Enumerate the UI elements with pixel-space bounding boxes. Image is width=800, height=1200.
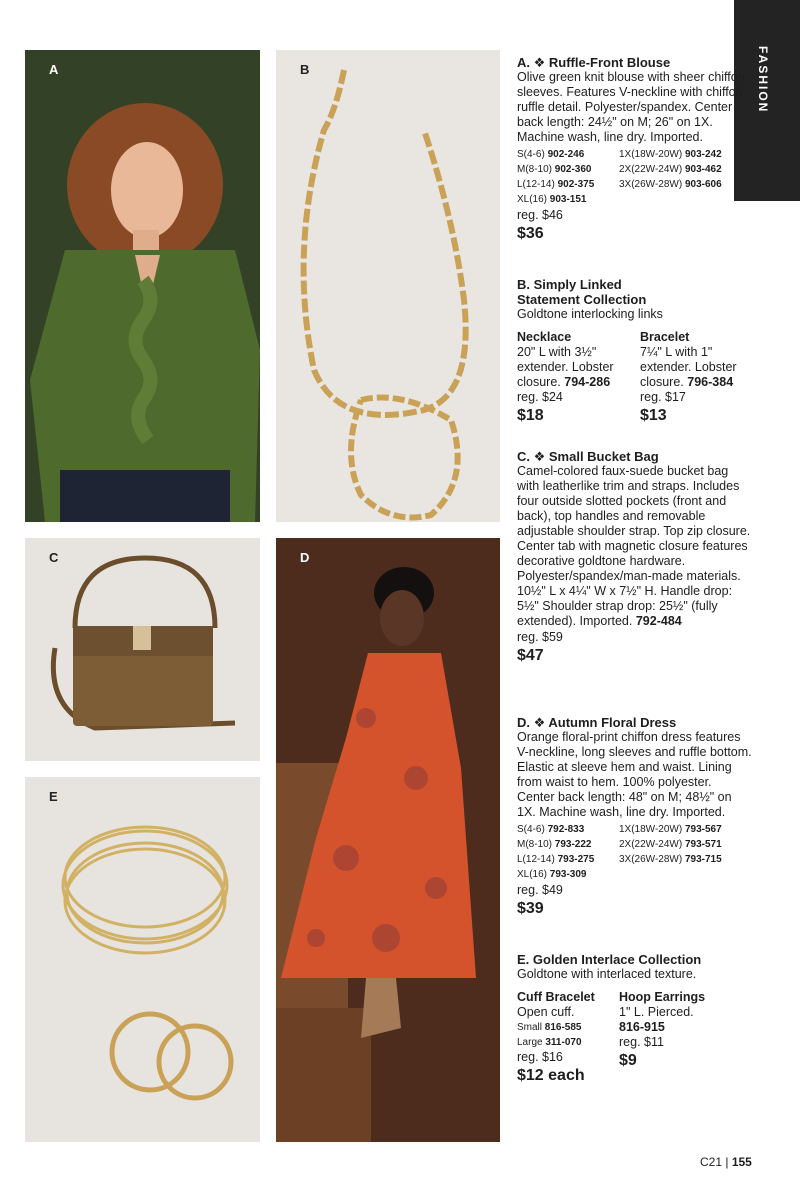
cuff-regular-price: reg. $16 [517, 1050, 563, 1064]
necklace-description: 20" L with 3½" extender. Lobster closure. [517, 345, 614, 389]
product-e-info [517, 952, 752, 1087]
product-a-description: Olive green knit blouse with sheer chiffon sleeves. Features V-neckline with chiffon ruffle detail. Polyester/spandex. Center back length: 24½" on M; 26" on 1X. Machine wash, line dry. Imported. [517, 70, 745, 144]
product-d-description: Orange floral-print chiffon dress features V-neckline, long sleeves and ruffle bottom. Elastic at sleeve hem and waist. Lining from waist to hem. 100% polyester. Center back length: 48" on M; 48½" on 1X. Machine wash, line dry. Imported. [517, 730, 752, 819]
photo-b-chain-jewelry [276, 50, 500, 522]
size-item: S(4-6) 792-833 [517, 824, 585, 835]
product-c-code: 792-484 [635, 614, 682, 628]
photo-d-floral-dress [276, 538, 500, 1142]
product-e-title: E. Golden Interlace Collection [517, 952, 702, 967]
cuff-description: Open cuff. [517, 1005, 575, 1019]
product-d-sale-price: $39 [517, 900, 544, 917]
size-item: 1X(18W-20W) 903-242 [619, 149, 722, 160]
size-item: XL(16) 903-151 [517, 194, 587, 205]
photo-label-d: D [300, 550, 310, 565]
size-item: 1X(18W-20W) 793-567 [619, 824, 722, 835]
product-b-title-line2: Statement Collection [517, 292, 647, 307]
hoops-name: Hoop Earrings [619, 990, 706, 1004]
product-d-info [517, 715, 752, 920]
photo-label-c: C [49, 550, 59, 565]
product-a-regular-price: reg. $46 [517, 208, 563, 222]
product-c-title: C. ❖ Small Bucket Bag [517, 449, 659, 464]
product-d-size-list [517, 822, 752, 882]
cuff-small: Small 816-585 [517, 1022, 582, 1033]
cuff-sale-price: $12 each [517, 1067, 585, 1084]
bracelet-name: Bracelet [640, 330, 690, 344]
product-d-regular-price: reg. $49 [517, 883, 563, 897]
product-c-regular-price: reg. $59 [517, 630, 563, 644]
product-e-description: Goldtone with interlaced texture. [517, 967, 697, 981]
photo-label-b: B [300, 62, 310, 77]
section-tab-label: FASHION [756, 46, 770, 114]
necklace-name: Necklace [517, 330, 572, 344]
hoops-description: 1" L. Pierced. [619, 1005, 694, 1019]
hoops-sale-price: $9 [619, 1052, 637, 1069]
product-e-items [517, 990, 752, 1087]
product-d-title: D. ❖ Autumn Floral Dress [517, 715, 677, 730]
photo-e-gold-cuff-hoops [25, 777, 260, 1142]
product-b-bracelet [640, 330, 752, 427]
product-a-info [517, 55, 752, 245]
product-a-sale-price: $36 [517, 225, 544, 242]
product-b-necklace [517, 330, 640, 427]
bracelet-code: 796-384 [687, 375, 734, 389]
footer-separator: | [725, 1155, 729, 1169]
size-item: XL(16) 793-309 [517, 869, 587, 880]
cuff-name: Cuff Bracelet [517, 990, 595, 1004]
product-a-title: A. ❖ Ruffle-Front Blouse [517, 55, 671, 70]
size-item: 3X(26W-28W) 793-715 [619, 854, 722, 865]
photo-label-a: A [49, 62, 59, 77]
size-item: S(4-6) 902-246 [517, 149, 585, 160]
bracelet-sale-price: $13 [640, 407, 667, 424]
product-b-info [517, 277, 752, 427]
photo-c-bucket-bag [25, 538, 260, 761]
product-b-items [517, 330, 752, 427]
size-item: 2X(22W-24W) 793-571 [619, 839, 722, 850]
necklace-regular-price: reg. $24 [517, 390, 563, 404]
hoops-code: 816-915 [619, 1020, 665, 1034]
product-a-size-list [517, 147, 752, 207]
cuff-large: Large 311-070 [517, 1037, 582, 1048]
product-e-hoops [619, 990, 752, 1087]
page-footer [700, 1155, 752, 1169]
product-c-info [517, 449, 752, 667]
hoops-regular-price: reg. $11 [619, 1035, 664, 1049]
product-b-description: Goldtone interlocking links [517, 307, 663, 321]
page-number: 155 [731, 1155, 752, 1169]
size-item: 3X(26W-28W) 903-606 [619, 179, 722, 190]
section-code: C21 [700, 1155, 723, 1169]
product-c-sale-price: $47 [517, 647, 544, 664]
size-item: M(8-10) 902-360 [517, 164, 592, 175]
bracelet-description: 7¼" L with 1" extender. Lobster closure. [640, 345, 737, 389]
product-c-description: Camel-colored faux-suede bucket bag with leatherlike trim and straps. Includes four outside slotted pockets (front and back), top handles and removable adjustable shoulder strap. Top zip closure. Center tab with magnetic closure features decorative goldtone hardware. Polyester/spandex/man-made materials. 10½" L x 4¼" W x 7½" H. Handle drop: 5½" Shoulder strap drop: 25½" (fully extended). Imported. [517, 464, 751, 628]
bracelet-regular-price: reg. $17 [640, 390, 686, 404]
photo-label-e: E [49, 789, 58, 804]
photo-a-blouse [25, 50, 260, 522]
product-b-title-line1: B. Simply Linked [517, 277, 622, 292]
necklace-code: 794-286 [564, 375, 611, 389]
size-item: L(12-14) 902-375 [517, 179, 595, 190]
size-item: 2X(22W-24W) 903-462 [619, 164, 722, 175]
size-item: L(12-14) 793-275 [517, 854, 595, 865]
size-item: M(8-10) 793-222 [517, 839, 592, 850]
necklace-sale-price: $18 [517, 407, 544, 424]
product-e-cuff [517, 990, 619, 1087]
